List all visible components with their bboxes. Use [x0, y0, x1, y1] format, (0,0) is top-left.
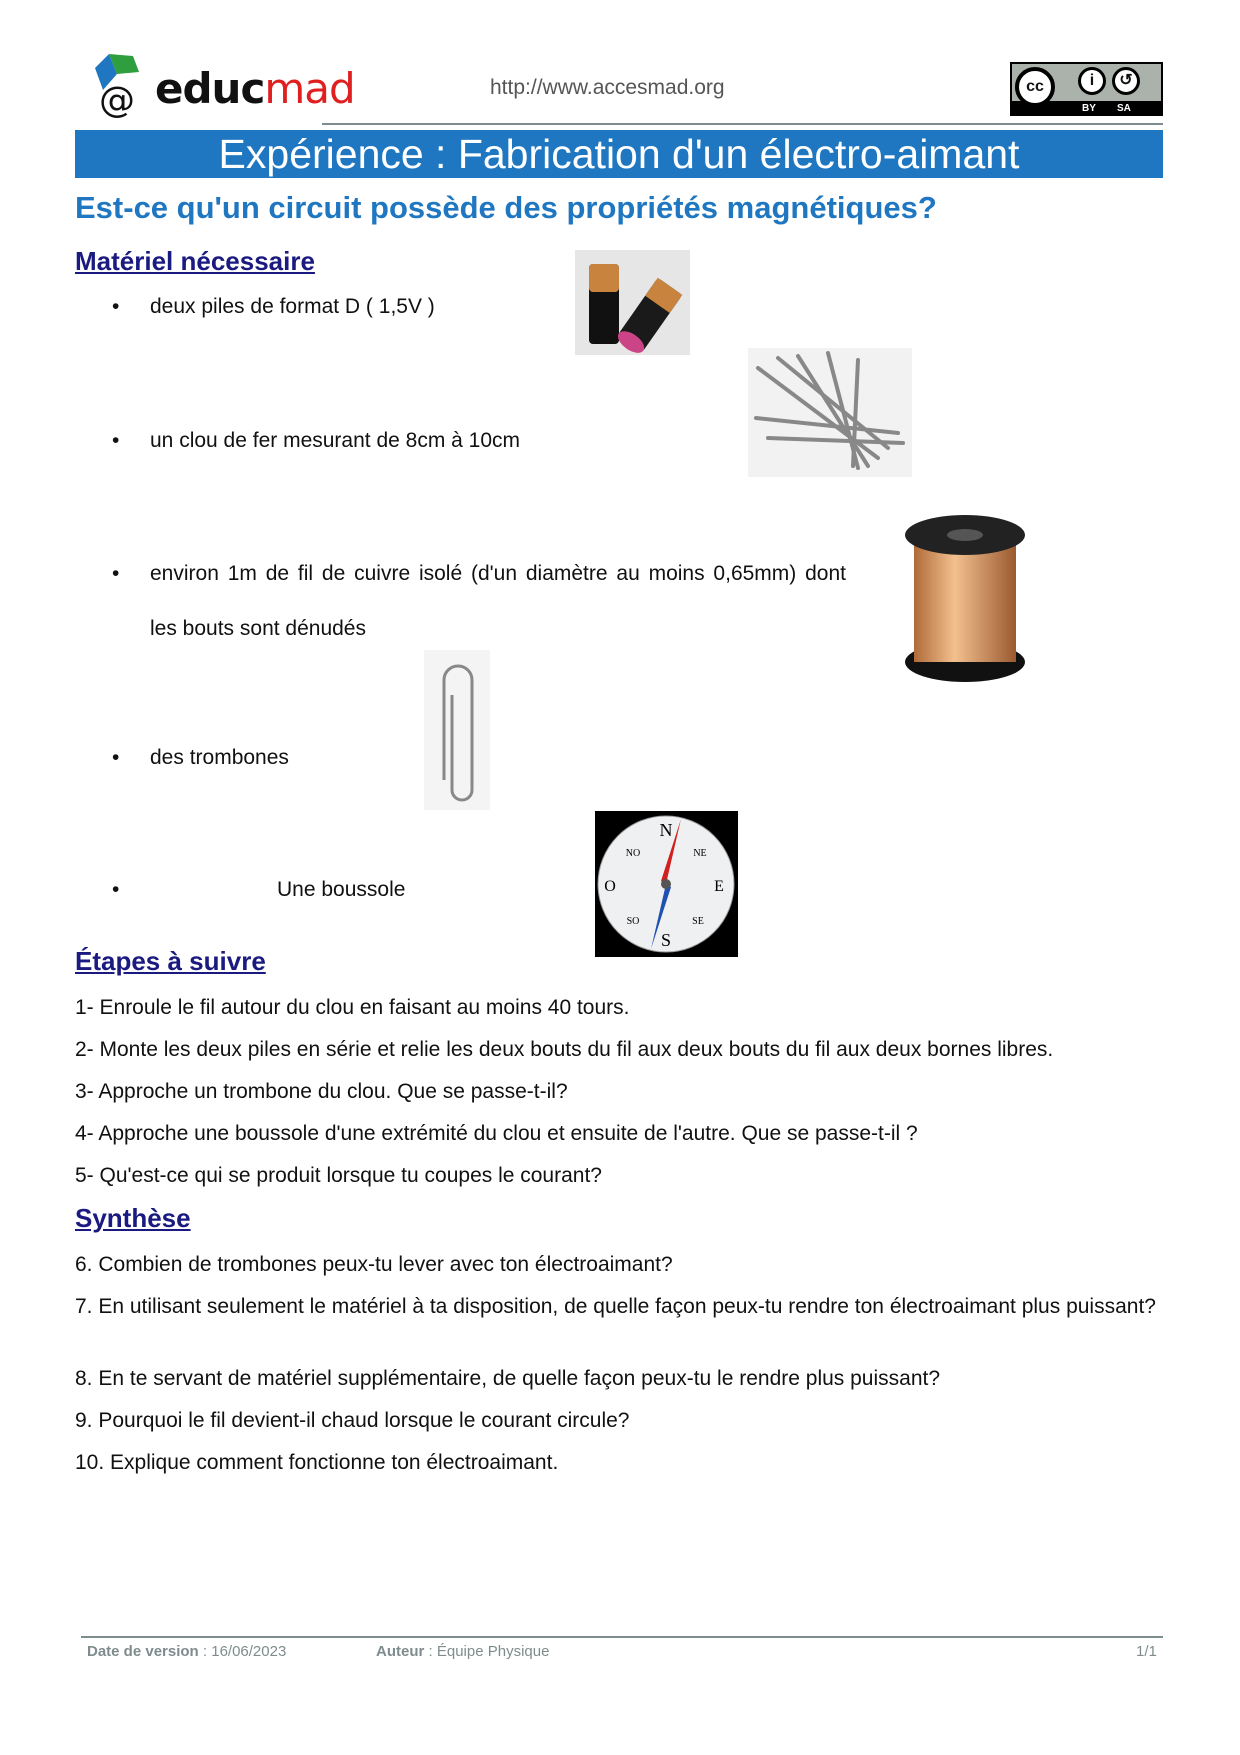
page-subtitle: Est-ce qu'un circuit possède des propriétés magnétiques? — [75, 190, 937, 225]
material-wire: environ 1m de fil de cuivre isolé (d'un diamètre au moins 0,65mm) dont — [150, 562, 846, 585]
cc-by-sa-badge — [1010, 62, 1163, 116]
cc-icon: cc — [1015, 67, 1055, 107]
bullet: • — [112, 746, 120, 769]
nails-image — [748, 348, 912, 477]
sa-label: SA — [1117, 103, 1131, 114]
bullet: • — [112, 295, 120, 318]
compass-e: E — [714, 878, 724, 895]
bullet: • — [112, 562, 120, 585]
book-at-icon — [87, 50, 157, 122]
question-item: 8. En te servant de matériel supplémentaire, de quelle façon peux-tu le rendre plus puissant? — [75, 1367, 941, 1390]
synthese-heading: Synthèse — [75, 1203, 191, 1233]
site-url[interactable]: http://www.accesmad.org — [490, 76, 725, 99]
logo-text-educ: educ — [155, 64, 265, 113]
paperclip-image — [424, 650, 490, 810]
author-label: Auteur — [376, 1643, 425, 1660]
compass-ne: NE — [693, 848, 707, 859]
version-label: Date de version — [87, 1643, 199, 1660]
footer-divider — [81, 1636, 1163, 1638]
question-item: 9. Pourquoi le fil devient-il chaud lorsque le courant circule? — [75, 1409, 630, 1432]
compass-n: N — [659, 820, 673, 840]
material-paperclips: des trombones — [150, 746, 289, 769]
compass-o: O — [604, 878, 616, 895]
author-name: : Équipe Physique — [424, 1643, 550, 1660]
step-item: 3- Approche un trombone du clou. Que se passe-t-il? — [75, 1080, 568, 1103]
compass-s: S — [660, 930, 672, 950]
page-number: 1/1 — [1136, 1643, 1157, 1660]
by-icon: i — [1078, 67, 1106, 95]
materials-heading: Matériel nécessaire — [75, 246, 315, 276]
step-item: 5- Qu'est-ce qui se produit lorsque tu coupes le courant? — [75, 1164, 602, 1187]
batteries-image — [575, 250, 690, 355]
page-title: Expérience : Fabrication d'un électro-aimant — [75, 130, 1163, 178]
material-wire-cont: les bouts sont dénudés — [150, 617, 366, 640]
compass-no: NO — [625, 848, 641, 859]
steps-heading: Étapes à suivre — [75, 946, 266, 976]
bullet: • — [112, 429, 120, 452]
svg-text:@: @ — [99, 80, 135, 121]
footer-version — [87, 1643, 286, 1660]
compass-se: SE — [692, 916, 704, 927]
copper-wire-spool-image — [900, 510, 1030, 685]
question-item: 6. Combien de trombones peux-tu lever avec ton électroaimant? — [75, 1253, 673, 1276]
bullet: • — [112, 878, 120, 901]
sa-icon: ↺ — [1112, 67, 1140, 95]
educmad-logo — [87, 50, 355, 122]
material-compass: Une boussole — [277, 878, 406, 901]
question-item: 10. Explique comment fonctionne ton électroaimant. — [75, 1451, 559, 1474]
compass-image — [595, 811, 738, 957]
material-nail: un clou de fer mesurant de 8cm à 10cm — [150, 429, 521, 452]
question-item: 7. En utilisant seulement le matériel à ta disposition, de quelle façon peux-tu rendre ton électroaimant plus puissant? — [75, 1295, 1156, 1318]
by-label: BY — [1082, 103, 1096, 114]
compass-so: SO — [626, 916, 640, 927]
step-item: 1- Enroule le fil autour du clou en faisant au moins 40 tours. — [75, 996, 630, 1019]
step-item: 2- Monte les deux piles en série et relie les deux bouts du fil aux deux bouts du fil aux deux bornes libres. — [75, 1038, 1054, 1061]
logo-text-mad: mad — [264, 64, 355, 113]
footer-author — [376, 1643, 549, 1660]
material-batteries: deux piles de format D ( 1,5V ) — [150, 295, 435, 318]
header-divider — [322, 123, 1163, 125]
step-item: 4- Approche une boussole d'une extrémité du clou et ensuite de l'autre. Que se passe-t-il ? — [75, 1122, 918, 1145]
version-date: : 16/06/2023 — [198, 1643, 287, 1660]
